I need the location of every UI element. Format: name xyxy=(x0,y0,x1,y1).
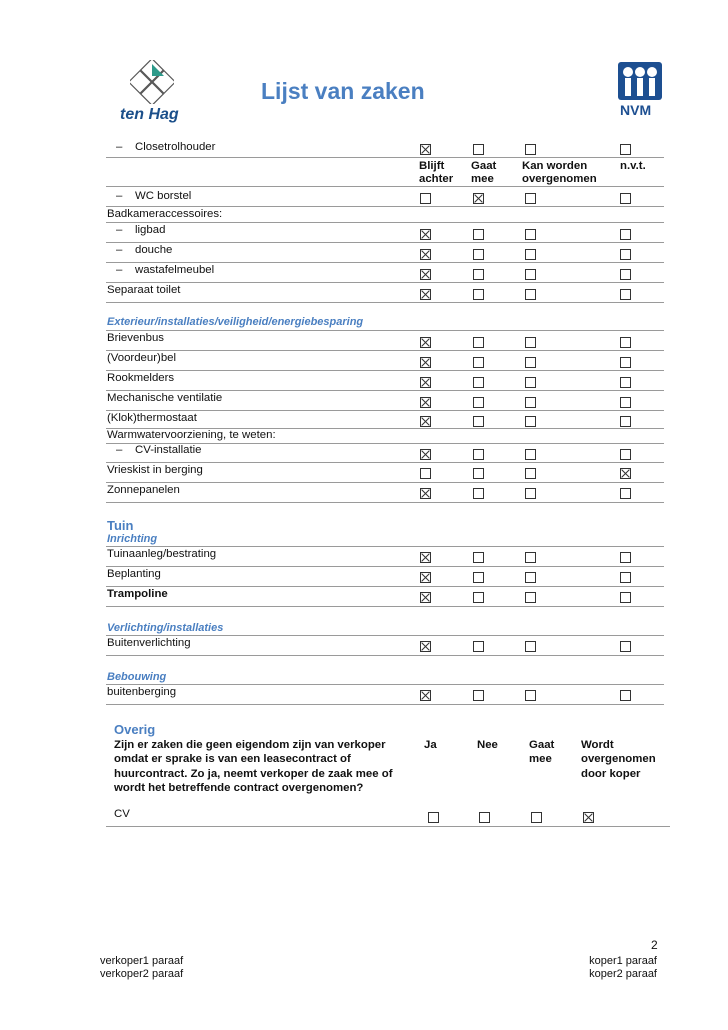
checkbox-kan-worden-overgenomen[interactable] xyxy=(525,193,536,204)
table-row xyxy=(106,187,664,207)
row-label: – douche xyxy=(116,244,173,256)
checkbox-blijft-achter[interactable] xyxy=(420,397,431,408)
row-label: (Voordeur)bel xyxy=(107,352,177,364)
checkbox-nvt[interactable] xyxy=(620,229,631,240)
footer-right xyxy=(579,955,657,980)
section-heading-inrichting: Inrichting xyxy=(107,533,158,545)
checkbox-kan-worden-overgenomen[interactable] xyxy=(525,337,536,348)
section-row xyxy=(106,314,664,331)
checkbox-blijft-achter[interactable] xyxy=(420,377,431,388)
checkbox-gaat-mee[interactable] xyxy=(473,572,484,583)
ten-hag-logo-text: ten Hag xyxy=(120,106,179,123)
row-label: buitenberging xyxy=(107,686,177,698)
checkbox-blijft-achter[interactable] xyxy=(420,641,431,652)
checkbox-blijft-achter[interactable] xyxy=(420,572,431,583)
verkoper2-paraaf: verkoper2 paraaf xyxy=(100,967,184,980)
checkbox-nvt[interactable] xyxy=(620,592,631,603)
overig-column-header: Ja xyxy=(424,739,437,751)
column-header: Kan worden overgenomen xyxy=(522,160,597,185)
checkbox-blijft-achter[interactable] xyxy=(420,249,431,260)
checkbox-blijft-achter[interactable] xyxy=(420,449,431,460)
table-row xyxy=(106,283,664,303)
checkbox-nee[interactable] xyxy=(479,812,490,823)
row-label: CV xyxy=(114,808,130,820)
checkbox-kan-worden-overgenomen[interactable] xyxy=(525,416,536,427)
row-label: Zonnepanelen xyxy=(107,484,180,496)
checkbox-nvt[interactable] xyxy=(620,397,631,408)
checkbox-nvt[interactable] xyxy=(620,337,631,348)
checkbox-kan-worden-overgenomen[interactable] xyxy=(525,552,536,563)
row-label: Warmwatervoorziening, te weten: xyxy=(107,429,276,441)
checkbox-gaat-mee[interactable] xyxy=(473,488,484,499)
ten-hag-logo xyxy=(112,60,192,126)
checkbox-blijft-achter[interactable] xyxy=(420,289,431,300)
column-header-row xyxy=(106,158,664,187)
koper2-paraaf: koper2 paraaf xyxy=(589,967,657,980)
checkbox-gaat-mee[interactable] xyxy=(473,193,484,204)
row-label: Trampoline xyxy=(107,588,168,600)
row-label: Buitenverlichting xyxy=(107,637,191,649)
checkbox-kan-worden-overgenomen[interactable] xyxy=(525,690,536,701)
checkbox-gaat-mee[interactable] xyxy=(473,416,484,427)
row-label: Beplanting xyxy=(107,568,161,580)
checkbox-blijft-achter[interactable] xyxy=(420,144,431,155)
checkbox-gaat-mee[interactable] xyxy=(473,337,484,348)
checkbox-nvt[interactable] xyxy=(620,289,631,300)
row-label: Tuinaanleg/bestrating xyxy=(107,548,217,560)
checkbox-nvt[interactable] xyxy=(620,377,631,388)
checkbox-nvt[interactable] xyxy=(620,552,631,563)
row-label: Separaat toilet xyxy=(107,284,181,296)
checkbox-nvt[interactable] xyxy=(620,144,631,155)
footer-left xyxy=(100,955,183,980)
table-row xyxy=(106,331,664,351)
nvm-logo-text: NVM xyxy=(620,102,652,118)
checkbox-wordt-overgenomen[interactable] xyxy=(583,812,594,823)
row-label: Vrieskist in berging xyxy=(107,464,203,476)
checkbox-blijft-achter[interactable] xyxy=(420,269,431,280)
checkbox-kan-worden-overgenomen[interactable] xyxy=(525,572,536,583)
table-row xyxy=(106,391,664,411)
checkbox-gaat-mee[interactable] xyxy=(473,249,484,260)
section-heading-exterieur: Exterieur/installaties/veiligheid/energiebesparing xyxy=(107,316,364,328)
section-heading-tuin: Tuin xyxy=(107,518,134,533)
checkbox-blijft-achter[interactable] xyxy=(420,357,431,368)
checkbox-kan-worden-overgenomen[interactable] xyxy=(525,397,536,408)
column-header: Blijft achter xyxy=(419,160,454,185)
column-header: n.v.t. xyxy=(620,160,646,172)
page-number: 2 xyxy=(651,938,658,952)
checkbox-blijft-achter[interactable] xyxy=(420,468,431,479)
checkbox-gaat-mee[interactable] xyxy=(473,229,484,240)
section-heading-bebouwing: Bebouwing xyxy=(107,671,167,683)
overig-column-header: Nee xyxy=(477,739,498,751)
checkbox-blijft-achter[interactable] xyxy=(420,552,431,563)
overig-column-header: Wordt overgenomen door koper xyxy=(581,739,656,780)
section-row xyxy=(106,669,664,685)
table-row xyxy=(106,371,664,391)
section-row xyxy=(106,533,664,547)
checkbox-nvt[interactable] xyxy=(620,488,631,499)
checkbox-kan-worden-overgenomen[interactable] xyxy=(525,641,536,652)
nvm-emblem-icon xyxy=(618,62,662,100)
row-label: (Klok)thermostaat xyxy=(107,412,197,424)
checkbox-gaat-mee[interactable] xyxy=(473,144,484,155)
checkbox-kan-worden-overgenomen[interactable] xyxy=(525,449,536,460)
table-row xyxy=(106,636,664,656)
row-label: Mechanische ventilatie xyxy=(107,392,223,404)
table-row xyxy=(106,567,664,587)
row-label: – wastafelmeubel xyxy=(116,264,215,276)
overig-question: Zijn er zaken die geen eigendom zijn van verkoper omdat er sprake is van een leasecontract of huurcontract. Zo ja, neemt verkoper de zaak mee of wordt het betreffende contract overgenomen? xyxy=(114,739,393,794)
checkbox-blijft-achter[interactable] xyxy=(420,690,431,701)
row-label: – Closetrolhouder xyxy=(116,141,216,153)
checkbox-kan-worden-overgenomen[interactable] xyxy=(525,357,536,368)
checkbox-kan-worden-overgenomen[interactable] xyxy=(525,289,536,300)
checkbox-gaat-mee[interactable] xyxy=(473,552,484,563)
verkoper1-paraaf: verkoper1 paraaf xyxy=(100,955,184,967)
table-row xyxy=(106,351,664,371)
checkbox-gaat-mee[interactable] xyxy=(473,377,484,388)
checkbox-kan-worden-overgenomen[interactable] xyxy=(525,377,536,388)
table-row xyxy=(106,587,664,607)
checkbox-kan-worden-overgenomen[interactable] xyxy=(525,592,536,603)
table-row xyxy=(106,547,664,567)
checkbox-nvt[interactable] xyxy=(620,249,631,260)
koper1-paraaf: koper1 paraaf xyxy=(589,955,657,967)
column-header: Gaat mee xyxy=(471,160,497,185)
checkbox-kan-worden-overgenomen[interactable] xyxy=(525,229,536,240)
checkbox-blijft-achter[interactable] xyxy=(420,416,431,427)
checkbox-kan-worden-overgenomen[interactable] xyxy=(525,144,536,155)
table-row xyxy=(106,263,664,283)
checkbox-kan-worden-overgenomen[interactable] xyxy=(525,468,536,479)
section-row xyxy=(106,621,664,636)
table-row xyxy=(106,429,664,444)
checkbox-gaat-mee[interactable] xyxy=(473,690,484,701)
checkbox-gaat-mee[interactable] xyxy=(473,357,484,368)
table-row xyxy=(106,483,664,503)
checkbox-nvt[interactable] xyxy=(620,449,631,460)
row-label: Rookmelders xyxy=(107,372,175,384)
table-row xyxy=(106,411,664,429)
overig-column-header: Gaat mee xyxy=(529,739,555,766)
checkbox-blijft-achter[interactable] xyxy=(420,337,431,348)
checkbox-nvt[interactable] xyxy=(620,641,631,652)
overig-row xyxy=(106,807,670,827)
checkbox-gaat-mee[interactable] xyxy=(473,592,484,603)
checkbox-gaat-mee[interactable] xyxy=(473,289,484,300)
table-row xyxy=(106,444,664,463)
checkbox-kan-worden-overgenomen[interactable] xyxy=(525,488,536,499)
checkbox-blijft-achter[interactable] xyxy=(420,592,431,603)
checkbox-nvt[interactable] xyxy=(620,416,631,427)
checkbox-gaat-mee[interactable] xyxy=(473,468,484,479)
checkbox-nvt[interactable] xyxy=(620,572,631,583)
table-row xyxy=(106,223,664,243)
row-label: Badkameraccessoires: xyxy=(107,208,223,220)
checkbox-blijft-achter[interactable] xyxy=(420,193,431,204)
table-row xyxy=(106,243,664,263)
checkbox-kan-worden-overgenomen[interactable] xyxy=(525,249,536,260)
checkbox-blijft-achter[interactable] xyxy=(420,488,431,499)
checkbox-nvt[interactable] xyxy=(620,269,631,280)
checkbox-nvt[interactable] xyxy=(620,193,631,204)
checkbox-gaat-mee[interactable] xyxy=(473,397,484,408)
checkbox-blijft-achter[interactable] xyxy=(420,229,431,240)
checkbox-gaat-mee[interactable] xyxy=(531,812,542,823)
table-row xyxy=(106,207,664,223)
ten-hag-emblem-icon xyxy=(130,60,174,104)
checkbox-ja[interactable] xyxy=(428,812,439,823)
table-row xyxy=(106,463,664,483)
checkbox-nvt[interactable] xyxy=(620,357,631,368)
row-label: Brievenbus xyxy=(107,332,164,344)
checkbox-gaat-mee[interactable] xyxy=(473,269,484,280)
table-row xyxy=(106,685,664,705)
overig-heading: Overig xyxy=(114,722,156,737)
table-row xyxy=(106,140,664,158)
row-label: – CV-installatie xyxy=(116,444,202,456)
section-heading-verlichting: Verlichting/installaties xyxy=(107,622,224,634)
checkbox-nvt[interactable] xyxy=(620,468,631,479)
row-label: – ligbad xyxy=(116,224,166,236)
page-title: Lijst van zaken xyxy=(261,78,425,104)
row-label: – WC borstel xyxy=(116,190,192,202)
checkbox-gaat-mee[interactable] xyxy=(473,449,484,460)
checkbox-nvt[interactable] xyxy=(620,690,631,701)
nvm-logo xyxy=(616,62,664,122)
checkbox-gaat-mee[interactable] xyxy=(473,641,484,652)
checkbox-kan-worden-overgenomen[interactable] xyxy=(525,269,536,280)
